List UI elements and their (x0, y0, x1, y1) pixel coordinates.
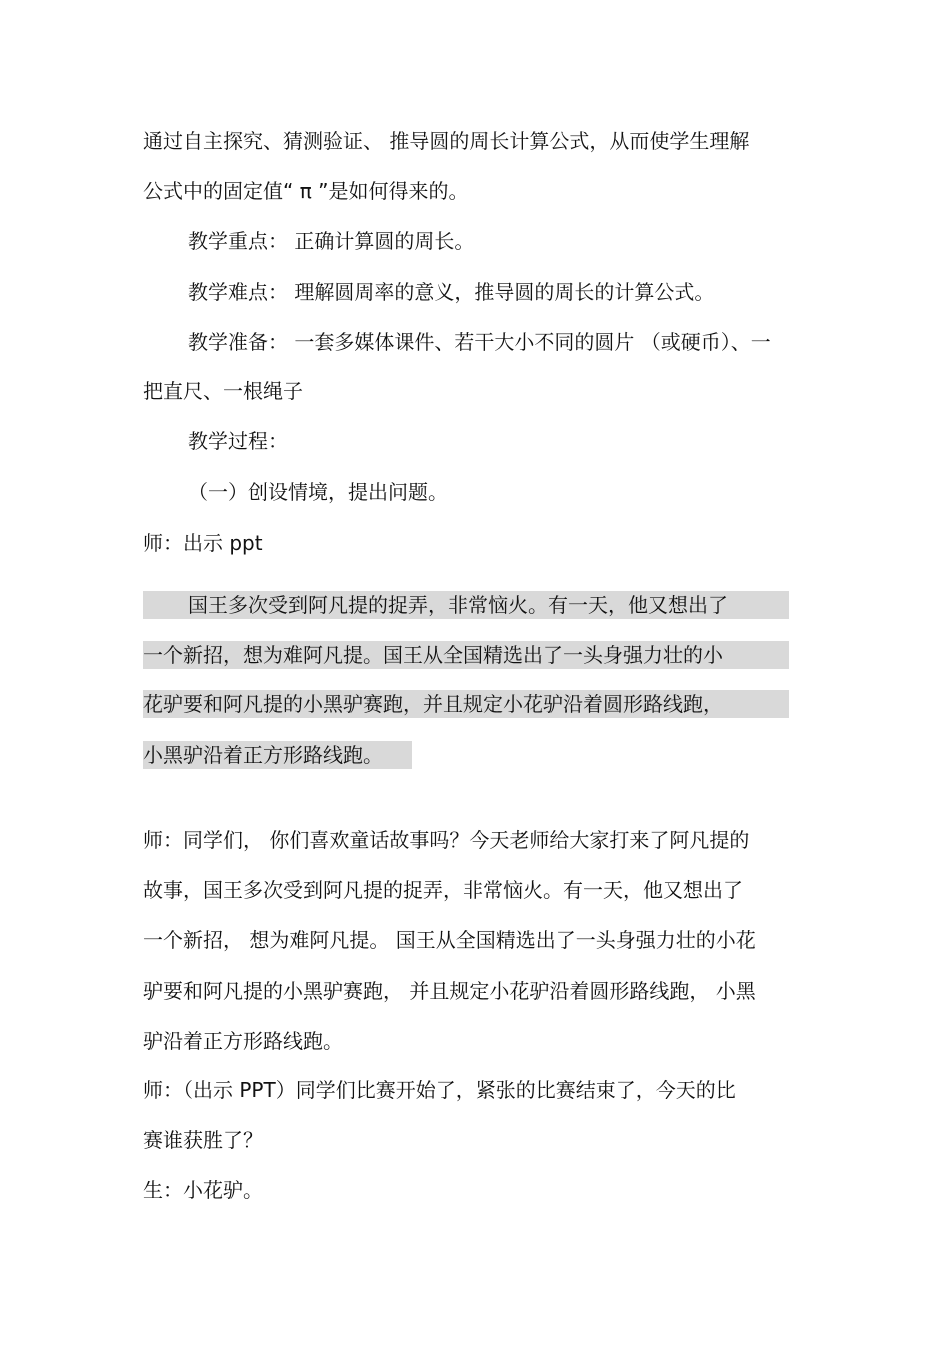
highlight-line-3: 花驴要和阿凡提的小黑驴赛跑，并且规定小花驴沿着圆形路线跑， (143, 692, 723, 716)
story-line-3: 一个新招， 想为难阿凡提。 国王从全国精选出了一头身强力壮的小花 (143, 928, 756, 952)
intro-line-1: 通过自主探究、猜测验证、 推导圆的周长计算公式，从而使学生理解 (143, 129, 750, 153)
preparation-line-1: 教学准备： 一套多媒体课件、若干大小不同的圆片 （或硬币）、一 (188, 330, 771, 354)
race-line-1: 师：（出示 PPT）同学们比赛开始了，紧张的比赛结束了，今天的比 (143, 1078, 736, 1102)
section-heading: （一）创设情境，提出问题。 (188, 480, 448, 504)
process-heading: 教学过程： (188, 429, 288, 453)
key-point: 教学重点： 正确计算圆的周长。 (188, 229, 475, 253)
story-line-1: 师：同学们， 你们喜欢童话故事吗？今天老师给大家打来了阿凡提的 (143, 828, 750, 852)
story-line-5: 驴沿着正方形路线跑。 (143, 1029, 343, 1053)
student-answer: 生：小花驴。 (143, 1178, 263, 1202)
story-line-2: 故事，国王多次受到阿凡提的捉弄，非常恼火。有一天，他又想出了 (143, 878, 743, 902)
difficulty: 教学难点： 理解圆周率的意义，推导圆的周长的计算公式。 (188, 280, 715, 304)
highlight-line-1: 国王多次受到阿凡提的捉弄，非常恼火。有一天，他又想出了 (188, 593, 728, 617)
preparation-line-2: 把直尺、一根绳子 (143, 379, 303, 403)
intro-line-2: 公式中的固定值“ π ”是如何得来的。 (143, 179, 469, 203)
highlight-line-2: 一个新招，想为难阿凡提。国王从全国精选出了一头身强力壮的小 (143, 643, 723, 667)
race-line-2: 赛谁获胜了？ (143, 1128, 263, 1152)
highlight-line-4: 小黑驴沿着正方形路线跑。 (143, 743, 383, 767)
story-line-4: 驴要和阿凡提的小黑驴赛跑， 并且规定小花驴沿着圆形路线跑， 小黑 (143, 979, 756, 1003)
teacher-ppt-line: 师：出示 ppt (143, 531, 263, 555)
